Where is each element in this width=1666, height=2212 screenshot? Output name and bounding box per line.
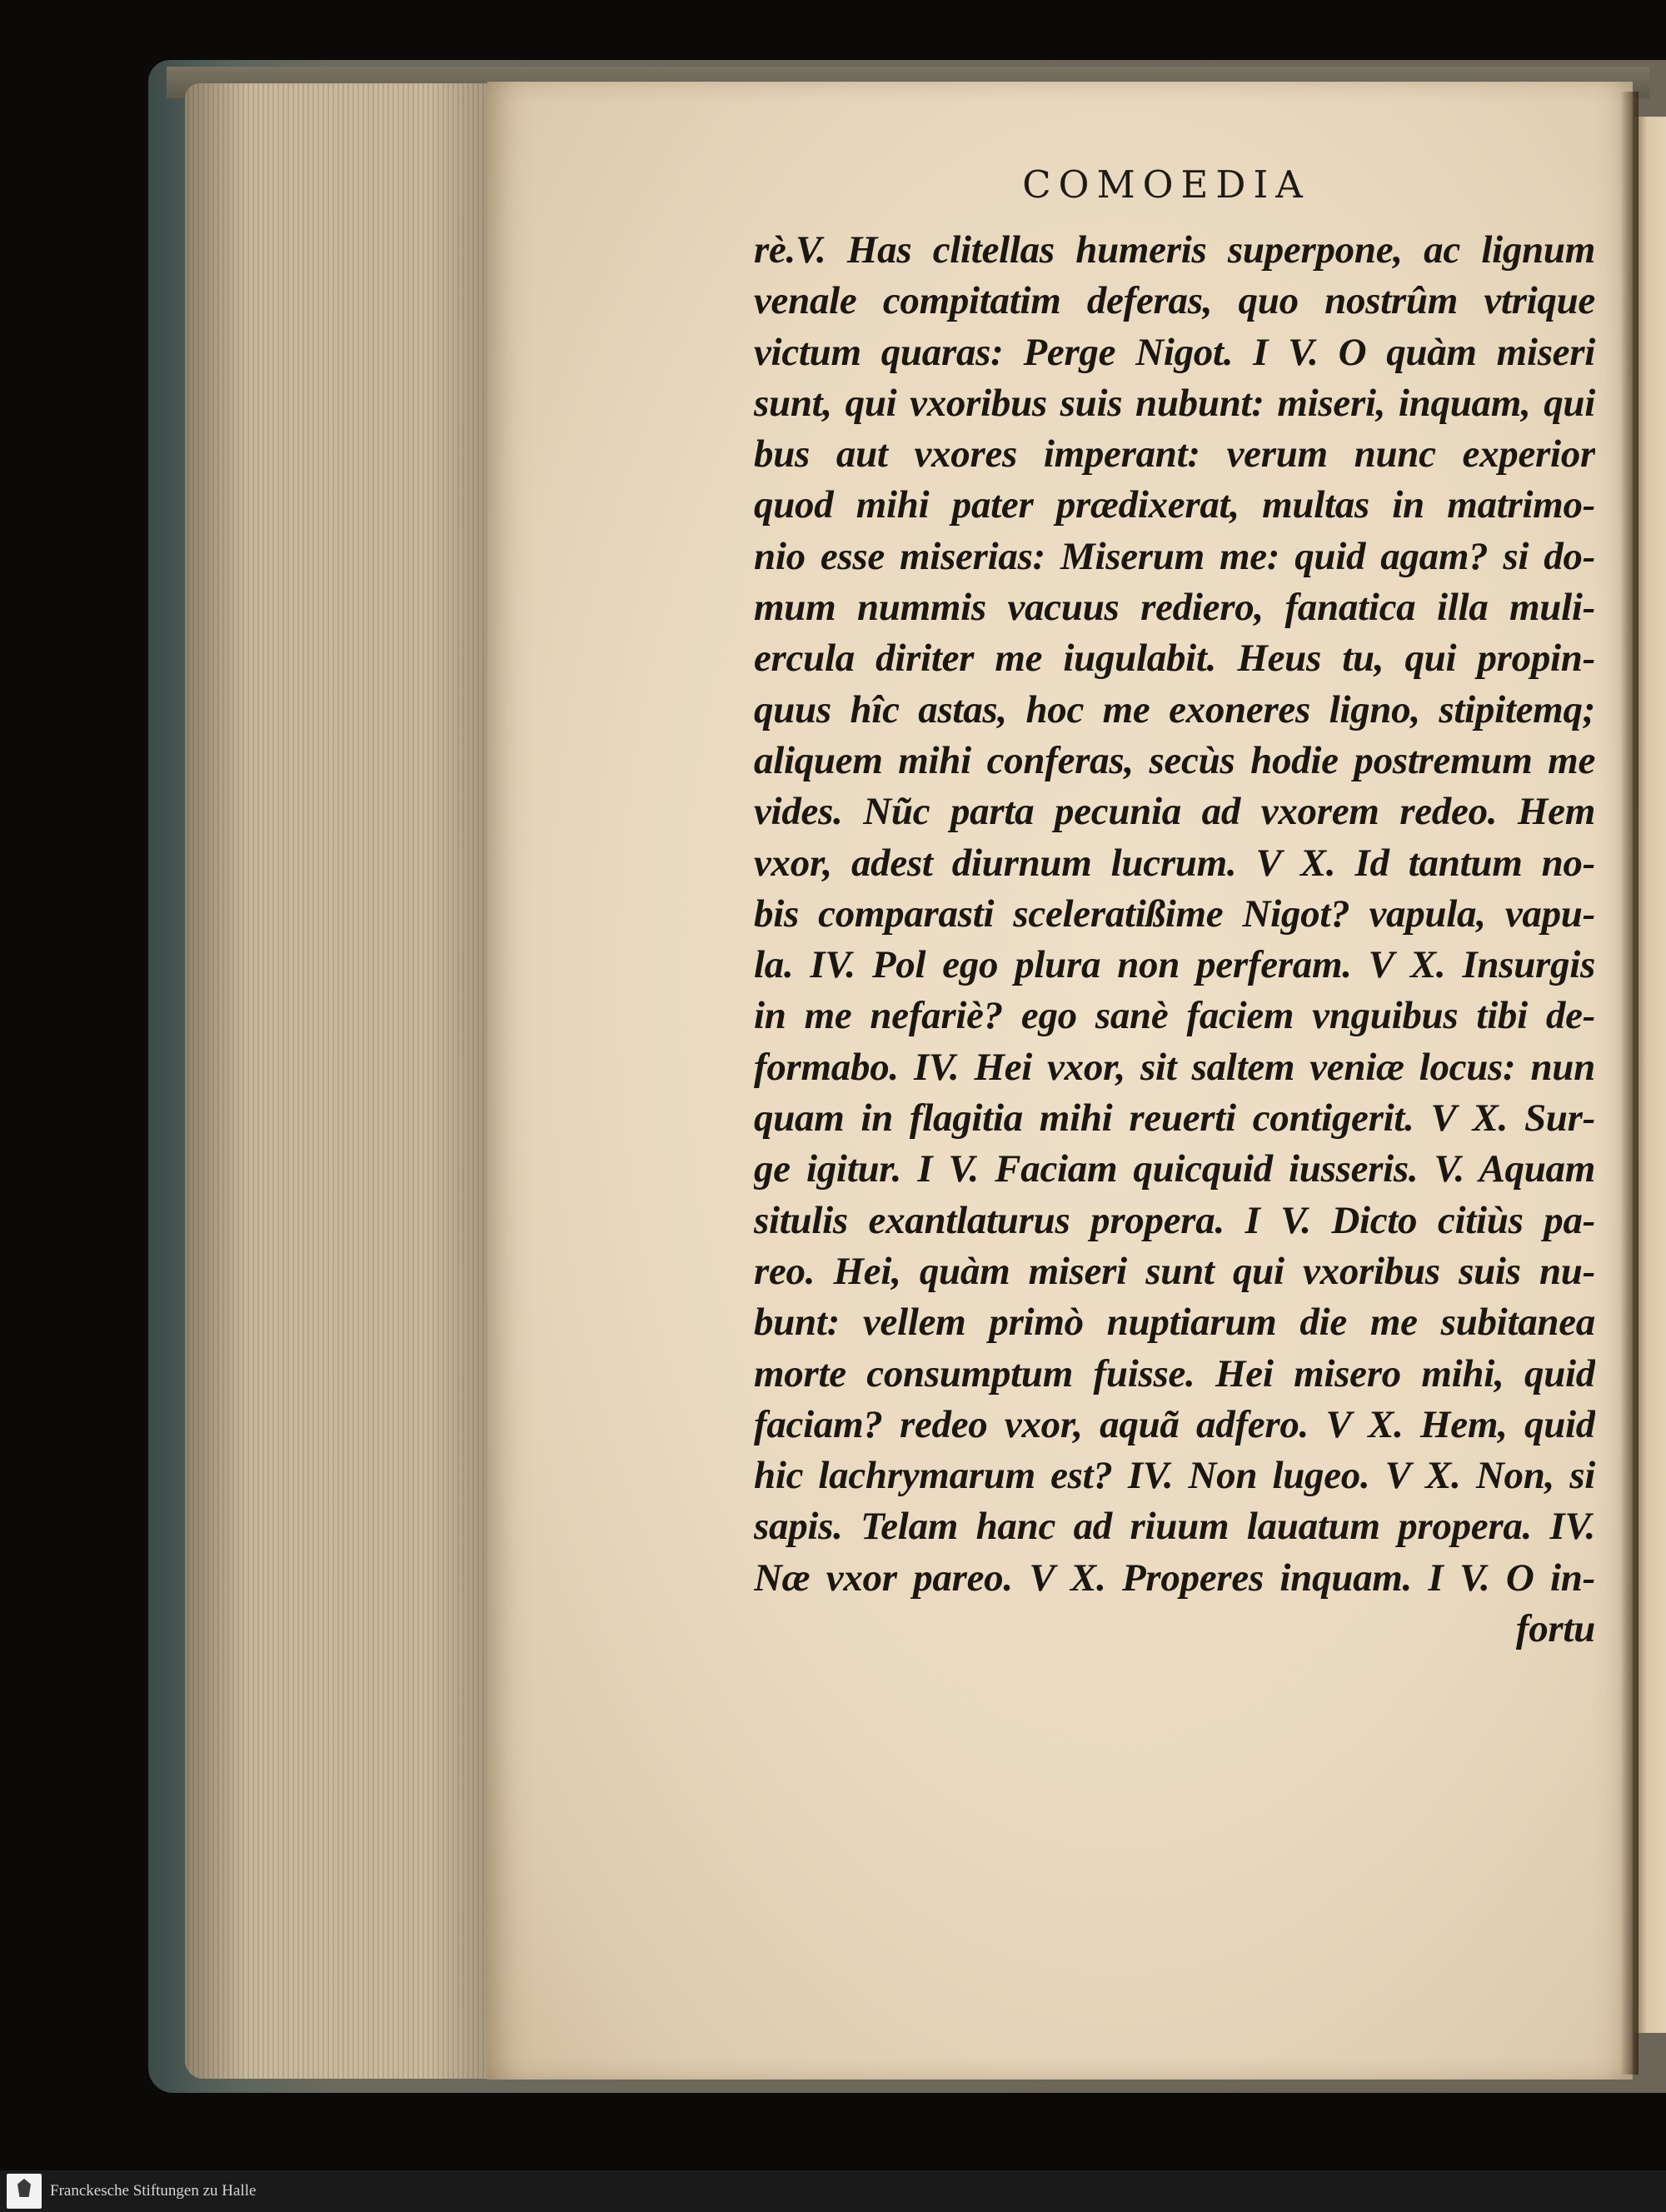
text-line: hic lachrymarum est? IV. Non lugeo. V X. Non, si — [754, 1454, 1595, 1498]
facing-page — [1634, 117, 1666, 2033]
text-line: Næ vxor pareo. V X. Properes inquam. I V. O in- — [754, 1555, 1595, 1600]
text-line: aliquem mihi conferas, secùs hodie postremum me — [754, 738, 1595, 782]
text-block — [754, 225, 1595, 1655]
text-line: venale compitatim deferas, quo nostrûm vtrique — [754, 279, 1595, 323]
text-line: vides. Nũc parta pecunia ad vxorem redeo. Hem — [754, 790, 1595, 834]
page-edges — [185, 83, 493, 2079]
text-line: bis comparasti sceleratißime Nigot? vapula, vapu- — [754, 891, 1595, 936]
text-line: bus aut vxores imperant: verum nunc experior — [754, 432, 1595, 477]
text-line: victum quaras: Perge Nigot. I V. O quàm miseri — [754, 330, 1595, 374]
footer-institution-name: Franckesche Stiftungen zu Halle — [50, 2182, 257, 2200]
text-line: quod mihi pater prædixerat, multas in matrimo- — [754, 483, 1595, 527]
text-line: sunt, qui vxoribus suis nubunt: miseri, inquam, qui — [754, 381, 1595, 425]
text-line: quus hîc astas, hoc me exoneres ligno, stipitemq; — [754, 687, 1595, 732]
text-line: morte consumptum fuisse. Hei misero mihi, quid — [754, 1351, 1595, 1396]
text-line: in me nefariè? ego sanè faciem vnguibus tibi de- — [754, 994, 1595, 1038]
text-line: bunt: vellem primò nuptiarum die me subitanea — [754, 1301, 1595, 1345]
footer-bar — [0, 2170, 1666, 2212]
text-line: formabo. IV. Hei vxor, sit saltem veniæ locus: nun — [754, 1045, 1595, 1089]
text-line: vxor, adest diurnum lucrum. V X. Id tantum no- — [754, 841, 1595, 885]
text-line: la. IV. Pol ego plura non perferam. V X. Insurgis — [754, 943, 1595, 987]
running-head: COMOEDIA — [1022, 162, 1310, 207]
page-gutter — [1620, 92, 1639, 2075]
text-line: mum nummis vacuus rediero, fanatica illa muli- — [754, 586, 1595, 630]
text-line: quam in flagitia mihi reuerti contigerit. V X. Sur- — [754, 1096, 1595, 1141]
text-line: rè.V. Has clitellas humeris superpone, ac lignum — [754, 228, 1595, 272]
text-line: reo. Hei, quàm miseri sunt qui vxoribus suis nu- — [754, 1249, 1595, 1293]
text-line: faciam? redeo vxor, aquã adfero. V X. Hem, quid — [754, 1402, 1595, 1446]
catchword: fortu — [1515, 1607, 1595, 1651]
institution-logo-icon — [7, 2174, 42, 2209]
text-line: sapis. Telam hanc ad riuum lauatum propera. IV. — [754, 1505, 1595, 1549]
text-line: nio esse miserias: Miserum me: quid agam? si do- — [754, 534, 1595, 578]
text-line: ge igitur. I V. Faciam quicquid iusseris. V. Aquam — [754, 1147, 1595, 1191]
text-line: situlis exantlaturus propera. I V. Dicto citiùs pa- — [754, 1198, 1595, 1242]
text-line: ercula diriter me iugulabit. Heus tu, qui propin- — [754, 637, 1595, 681]
